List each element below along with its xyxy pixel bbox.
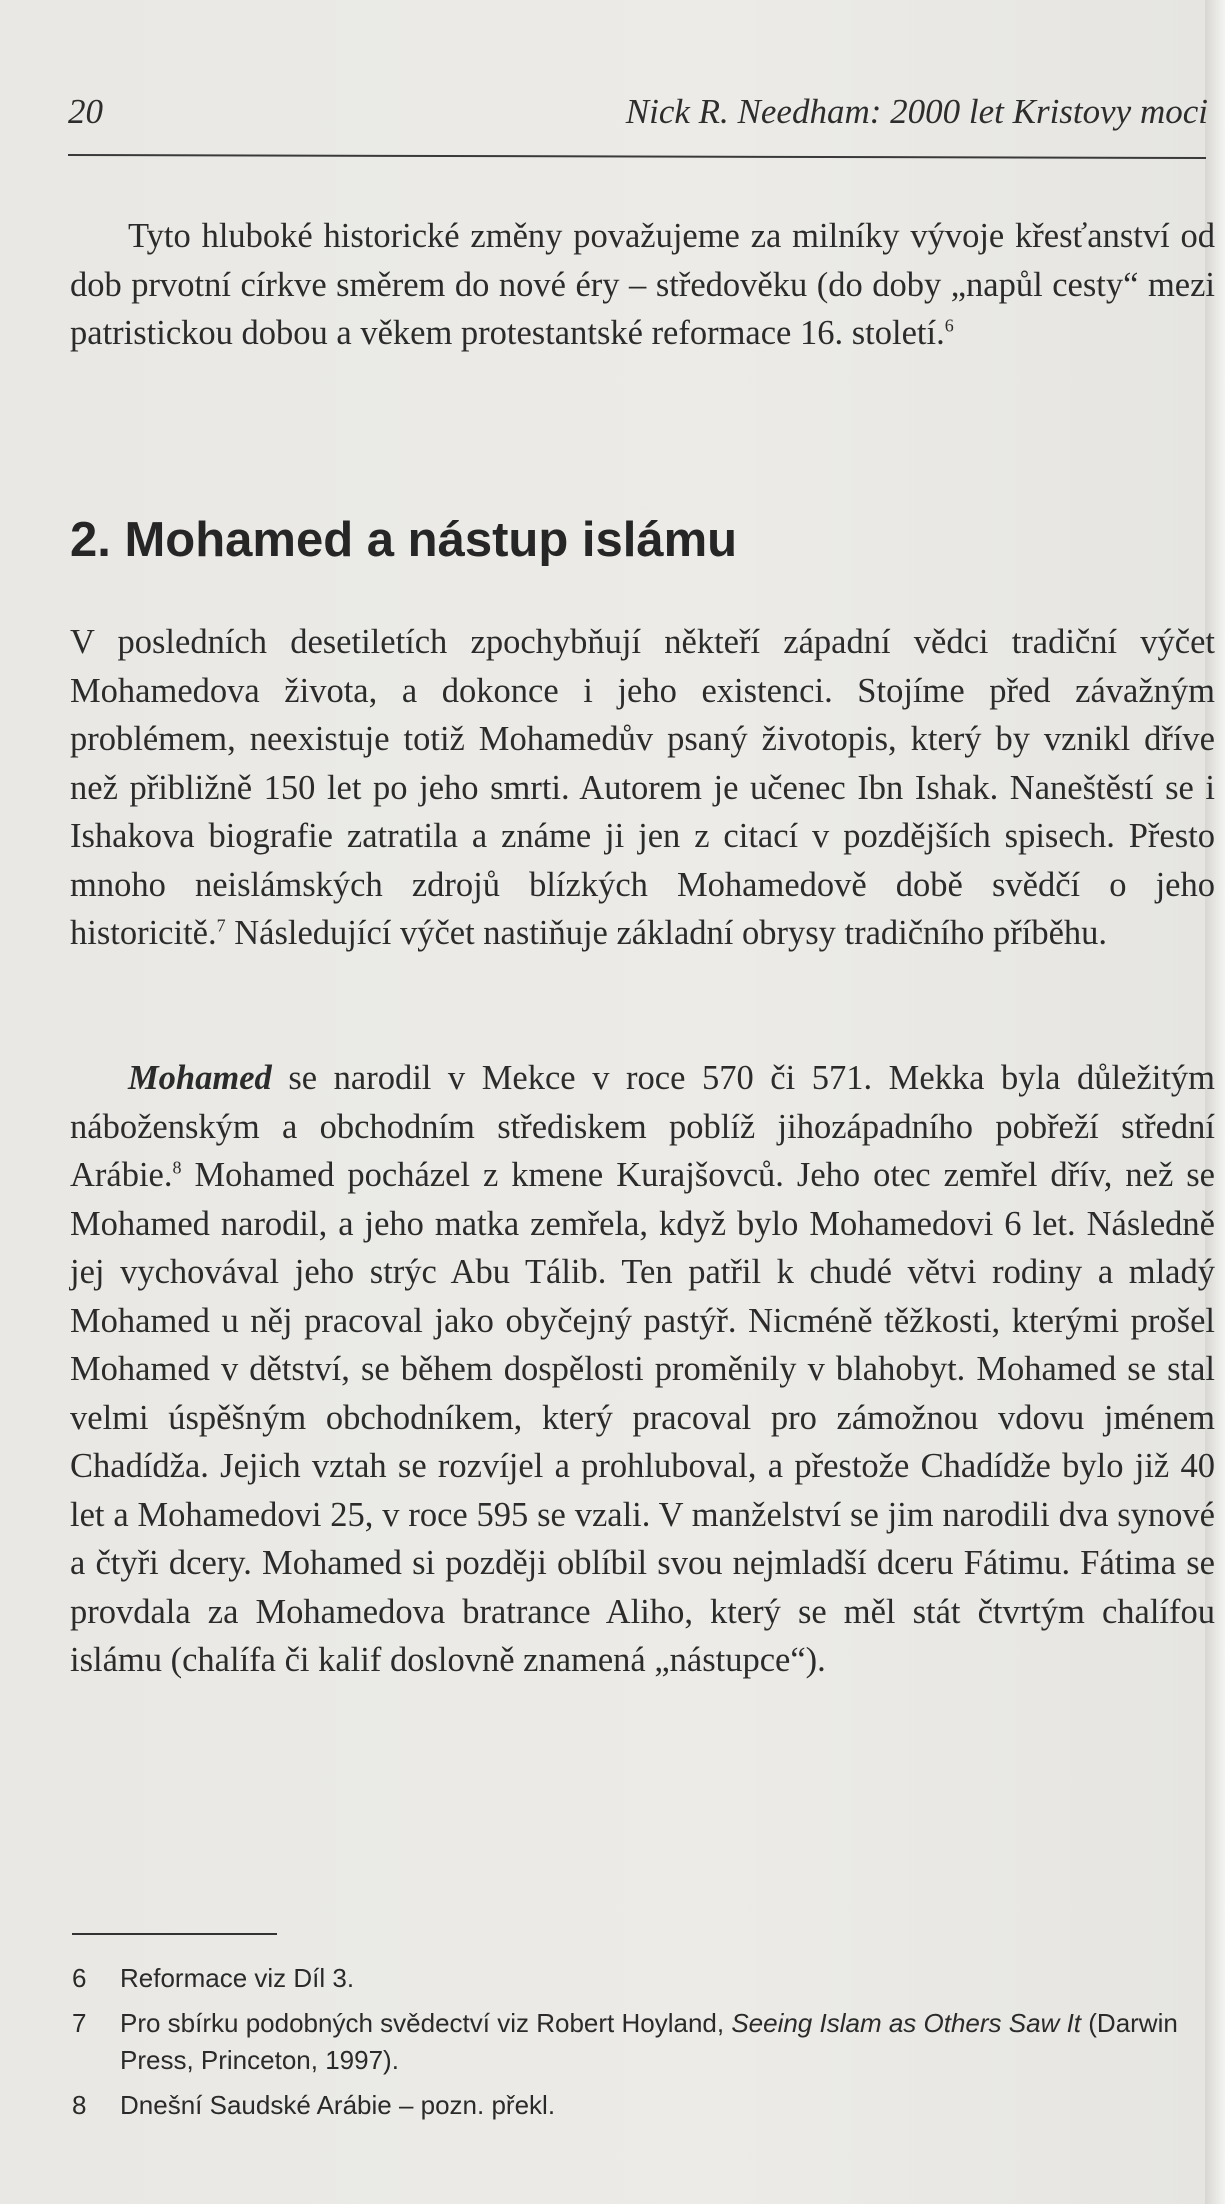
note-ref-6: 6	[944, 315, 954, 336]
note-ref-7: 7	[216, 915, 226, 936]
intro-text: Tyto hluboké historické změny považujeme za milníky vývoje křesťanství od dob prvotní církve směrem do nové éry – středověku (do doby „napůl cesty“ mezi patristickou dobou a věkem protestantské reformace 16. století.	[70, 217, 1215, 352]
section-paragraph-2	[70, 1054, 1215, 1685]
note-ref-8: 8	[172, 1157, 182, 1178]
section-heading: 2. Mohamed a nástup islámu	[70, 513, 738, 567]
footnote-8	[72, 2087, 1192, 2124]
page-number: 20	[68, 92, 103, 131]
paragraph-1-text-after: Následující výčet nastiňuje základní obrysy tradičního příběhu.	[225, 914, 1108, 952]
running-title: Nick R. Needham: 2000 let Kristovy moci	[625, 92, 1208, 131]
footnote-book-title: Seeing Islam as Others Saw It	[731, 2008, 1082, 2038]
section-paragraph-1	[70, 618, 1215, 958]
paragraph-2-text: se narodil v Mekce v roce 570 či 571. Mekka byla důležitým náboženským a obchodním střediskem poblíž jihozápadního pobřeží střední Arábie.	[70, 1059, 1215, 1194]
footnote-text: Dnešní Saudské Arábie – pozn. překl.	[120, 2090, 556, 2120]
footnote-text: Pro sbírku podobných svědectví viz Robert Hoyland,	[120, 2008, 732, 2038]
footnote-6	[72, 1960, 1192, 1997]
footnote-number: 7	[72, 2008, 87, 2038]
footnote-text-after: (Darwin Press, Princeton, 1997).	[120, 2008, 1178, 2075]
footnote-number: 6	[72, 1963, 87, 1993]
page-header	[68, 92, 1208, 152]
footnote-text: Reformace viz Díl 3.	[120, 1963, 355, 1993]
footnote-rule	[72, 1933, 277, 1935]
footnote-number: 8	[72, 2090, 87, 2120]
paragraph-2-lead: Mohamed	[128, 1059, 272, 1097]
footnote-7	[72, 2005, 1192, 2079]
footnotes	[72, 1960, 1192, 2132]
intro-paragraph	[70, 212, 1215, 358]
paragraph-1-text: V posledních desetiletích zpochybňují někteří západní vědci tradiční výčet Mohamedova života, a dokonce i jeho existenci. Stojíme před závažným problémem, neexistuje totiž Mohamedův psaný životopis, který by vznikl dříve než přibližně 150 let po jeho smrti. Autorem je učenec Ibn Ishak. Naneštěstí se i Ishakova biografie zatratila a známe ji jen z citací v pozdějších spisech. Přesto mnoho neislámských zdrojů blízkých Mohamedově době svědčí o jeho historicitě.	[70, 623, 1215, 952]
paragraph-2-text-after: Mohamed pocházel z kmene Kurajšovců. Jeho otec zemřel dřív, než se Mohamed narodil, a jeho matka zemřela, když bylo Mohamedovi 6 let. Následně jej vychovával jeho strýc Abu Tálib. Ten patřil k chudé větvi rodiny a mladý Mohamed u něj pracoval jako obyčejný pastýř. Nicméně těžkosti, kterými prošel Mohamed v dětství, se během dospělosti proměnily v blahobyt. Mohamed se stal velmi úspěšným obchodníkem, který pracoval pro zámožnou vdovu jménem Chadídža. Jejich vztah se rozvíjel a prohluboval, a přestože Chadídže bylo již 40 let a Mohamedovi 25, v roce 595 se vzali. V manželství se jim narodili dva synové a čtyři dcery. Mohamed si později oblíbil svou nejmladší dceru Fátimu. Fátima se provdala za Mohamedova bratrance Aliho, který se měl stát čtvrtým chalífou islámu (chalífa či kalif doslovně znamená „nástupce“).	[70, 1156, 1215, 1679]
